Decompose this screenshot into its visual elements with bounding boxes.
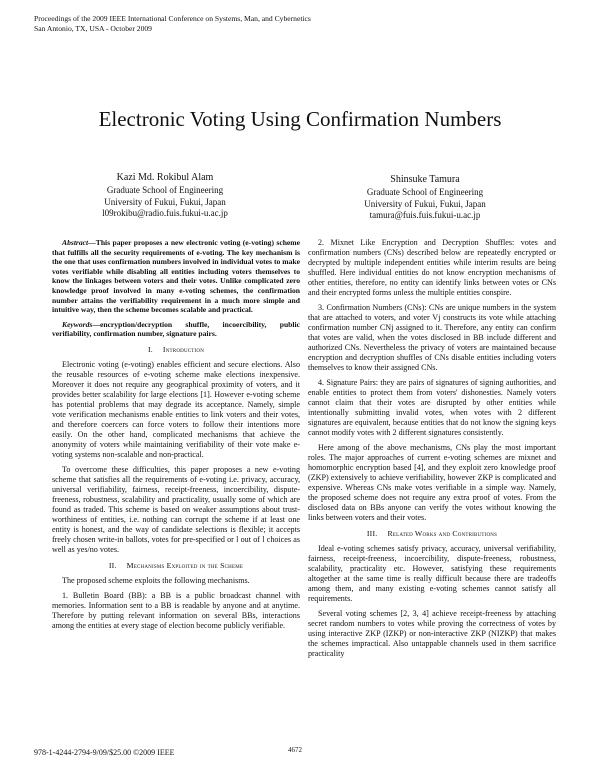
conference-header	[34, 14, 311, 33]
author-1-affil-2: University of Fukui, Fukui, Japan	[104, 196, 226, 207]
bulletin-board-paragraph: 1. Bulletin Board (BB): a BB is a public broadcast channel with memories. Information sent to a BB is readable by anyone and at anytime. Therefore by putting relevant information on several BBs, interactions among the entities at every stage of election become publicly verifiable.	[52, 590, 300, 630]
mixnet-paragraph: 2. Mixnet Like Encryption and Decryption Shuffles: votes and confirmation numbers (CNs) described below are repeatedly encrypted or decrypted by multiple independent entities while interim results are being shuffled. Here individual entities do not know encryption mechanisms of other entities, therefore, no entity can identify links between votes or CNs and their encrypted forms unless the multiple entities conspire.	[308, 238, 556, 297]
author-1-email: l09rokibu@radio.fuis.fukui-u.ac.jp	[102, 207, 228, 218]
header-line-1: Proceedings of the 2009 IEEE International Conference on Systems, Man, and Cybernetics	[34, 14, 311, 23]
section-heading-mechanisms	[52, 561, 300, 571]
mechanisms-intro: The proposed scheme exploits the following mechanisms.	[62, 575, 250, 585]
section-2-number: II.	[108, 560, 117, 570]
left-column	[52, 238, 300, 636]
author-1-name: Kazi Md. Rokibul Alam	[116, 172, 214, 183]
keywords	[52, 320, 300, 339]
section-3-title: Related Works and Contributions	[387, 529, 498, 538]
abstract-lead: Abstract	[62, 238, 89, 247]
intro-paragraph-1: Electronic voting (e-voting) enables efficient and secure elections. Also the reusable resources of e-voting scheme make elections inexpensive. Moreover it does not require any geographical proximity of voters, and it provides better scalability for large elections [1]. However e-voting scheme has potential problems that may degrade its acceptance. Namely, simple vote verification mechanisms enable entities to link voters and their votes, and therefore coercers can force voters to follow their intentions more easily. On the other hand, complicated mechanisms that achieve the anonymity of voters while maintaining verifiability of their vote make e-voting systems non-scalable and non-practical.	[52, 359, 300, 459]
isbn-footer: 978-1-4244-2794-9/09/$25.00 ©2009 IEEE	[34, 748, 175, 757]
intro-paragraph-2: To overcome these difficulties, this paper proposes a new e-voting scheme that satisfies all the requirements of e-voting i.e. privacy, accuracy, universal verifiability, fairness, receipt-freeness, incoercibility, dispute-freeness, robustness, scalability and practicality, usually some of which are found as traded. This scheme is based on weaker assumptions about trust-worthiness of entities, i.e. nothing can corrupt the scheme if at least one entity is honest, and the way of candidate selections is flexible; it accepts freely chosen write-in ballots, votes for pre-specified or l out of l choices as well as yes/no votes.	[52, 464, 300, 554]
section-1-title: Introduction	[162, 344, 205, 354]
related-works-paragraph-1: Ideal e-voting schemes satisfy privacy, accuracy, universal verifiability, fairness, receipt-freeness, incoercibility, dispute-freeness, robustness, scalability, practicality etc. However, satisfying these requirements altogether at the same time is really difficult because there are tradeoffs among them, and many existing e-voting schemes cannot satisfy all requirements.	[308, 544, 556, 603]
header-line-2: San Antonio, TX, USA - October 2009	[34, 23, 152, 33]
author-2-email: tamura@fuis.fuis.fukui-u.ac.jp	[369, 209, 481, 220]
author-1-affil-1: Graduate School of Engineering	[106, 185, 224, 196]
cn-importance-paragraph: Here among of the above mechanisms, CNs play the most important roles. The major approaches of current e-voting schemes are mixnet and homomorphic encryption based [4], and they exploit zero knowledge proof (ZKP) extensively to achieve verifiability, however ZKP is complicated and expensive. Whereas CNs make votes verifiable in a simple way. Namely, the proposed scheme does not require any extra proof of votes. From the disclosed data on BBs anyone can verify the votes without knowing the links between voters and their votes.	[308, 443, 556, 522]
section-3-number: III.	[366, 529, 378, 538]
section-2-title: Mechanisms Exploited in the Scheme	[126, 560, 244, 570]
section-1-number: I.	[147, 344, 153, 354]
related-works-paragraph-2: Several voting schemes [2, 3, 4] achieve receipt-freeness by attaching secret random numbers to votes while proving the correctness of votes by using interactive ZKP (IZKP) or non-interactive ZKP (NIZKP) that makes the schemes impractical. Also untappable channels used in them sacrifice practicality	[308, 609, 556, 658]
abstract-text: —This paper proposes a new electronic voting (e-voting) scheme that fulfills all the security requirements of e-voting. The key mechanism is the one that uses confirmation numbers involved in individual votes to make votes verifiable while disabling all entities including voters themselves to know the linkages between voters and their votes. Unlike complicated zero knowledge proof involved in many e-voting schemes, the confirmation number attains the verifiability requirement in a much more simple and intuitive way, then the scheme becomes scalable and practical.	[52, 238, 300, 315]
signature-pairs-paragraph: 4. Signature Pairs: they are pairs of signatures of signing authorities, and enable entities to protect them from voters' dishonesties. Namely voters cannot claim that their votes are disrupted by other entities while intentionally submitting invalid votes, when votes with 2 different signatures are equivalent, because entities that do not know the signing keys cannot modify votes with 2 different signatures consistently.	[308, 378, 556, 437]
abstract	[52, 238, 300, 315]
author-2-affil-2: University of Fukui, Fukui, Japan	[364, 198, 486, 209]
paper-title: Electronic Voting Using Confirmation Numbers	[98, 107, 502, 131]
author-2-affil-1: Graduate School of Engineering	[366, 187, 484, 198]
keywords-lead: Keywords	[62, 319, 93, 329]
right-column	[308, 238, 556, 664]
keywords-text: —encryption/decryption shuffle, incoercibility, public verifiability, confirmation number, signature pairs.	[52, 319, 300, 339]
section-heading-introduction	[52, 345, 300, 355]
author-1	[70, 172, 260, 219]
page-number: 4672	[288, 746, 302, 754]
author-2	[330, 174, 520, 221]
author-2-name: Shinsuke Tamura	[390, 174, 460, 185]
section-heading-related-works	[308, 529, 556, 539]
confirmation-numbers-paragraph: 3. Confirmation Numbers (CNs): CNs are unique numbers in the system that are attached to voters, and voter Vj constructs its vote while attaching confirmation number CNj assigned to it. Therefore, any entity can confirm that votes are valid, when the votes disclosed in BB include different and authorized CNs. Nevertheless the privacy of voters are maintained because encryption and decryption shuffles of CNs disable entities including voters themselves to know their assigned CNs.	[308, 303, 556, 372]
